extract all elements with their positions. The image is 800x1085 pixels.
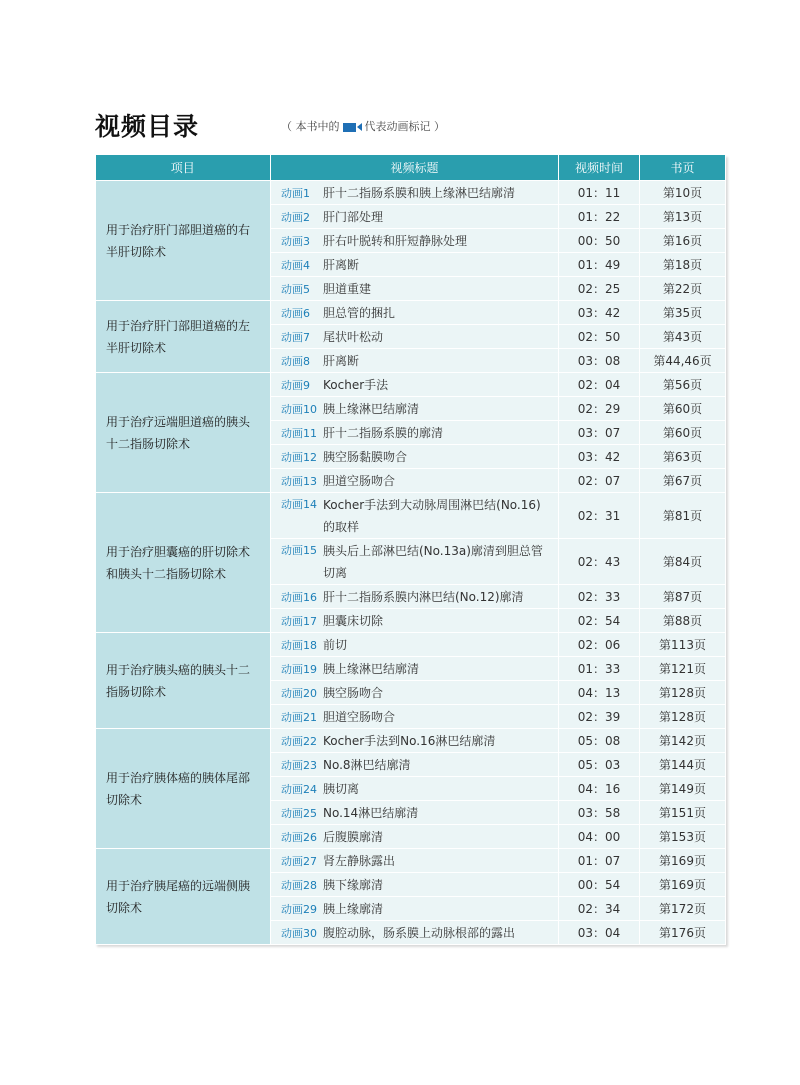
legend-suffix: 代表动画标记 ） bbox=[364, 120, 446, 133]
video-time: 02：07 bbox=[559, 469, 640, 493]
book-page: 第18页 bbox=[640, 253, 726, 277]
video-title-cell bbox=[271, 181, 559, 205]
header-item: 项目 bbox=[96, 155, 271, 181]
video-time: 04：13 bbox=[559, 681, 640, 705]
book-page: 第60页 bbox=[640, 397, 726, 421]
video-title-cell bbox=[271, 349, 559, 373]
video-title: No.14淋巴结廓清 bbox=[323, 806, 419, 820]
video-title: 肝离断 bbox=[323, 258, 360, 272]
animation-label[interactable]: 动画16 bbox=[281, 591, 317, 604]
animation-label[interactable]: 动画5 bbox=[281, 283, 310, 296]
book-page: 第149页 bbox=[640, 777, 726, 801]
table-row[interactable] bbox=[96, 849, 726, 873]
video-title-cell bbox=[271, 705, 559, 729]
video-title-cell bbox=[271, 753, 559, 777]
video-title: 前切 bbox=[323, 638, 348, 652]
book-page: 第113页 bbox=[640, 633, 726, 657]
video-title-cell bbox=[271, 681, 559, 705]
section-label: 用于治疗肝门部胆道癌的左半肝切除术 bbox=[96, 301, 271, 373]
video-title: 肝门部处理 bbox=[323, 210, 384, 224]
video-time: 01：49 bbox=[559, 253, 640, 277]
video-title-cell bbox=[271, 585, 559, 609]
book-page: 第44,46页 bbox=[640, 349, 726, 373]
header-page: 书页 bbox=[640, 155, 726, 181]
animation-label[interactable]: 动画9 bbox=[281, 379, 310, 392]
table-row[interactable] bbox=[96, 181, 726, 205]
video-title-cell bbox=[271, 825, 559, 849]
video-time: 00：50 bbox=[559, 229, 640, 253]
video-time: 02：39 bbox=[559, 705, 640, 729]
legend-note bbox=[281, 112, 445, 142]
table-row[interactable] bbox=[96, 729, 726, 753]
video-title-cell bbox=[271, 253, 559, 277]
animation-label[interactable]: 动画13 bbox=[281, 475, 317, 488]
book-page: 第16页 bbox=[640, 229, 726, 253]
video-title: 胆道空肠吻合 bbox=[323, 710, 396, 724]
animation-label[interactable]: 动画24 bbox=[281, 783, 317, 796]
section-label: 用于治疗胰尾癌的远端侧胰切除术 bbox=[96, 849, 271, 945]
video-title: 肾左静脉露出 bbox=[323, 854, 396, 868]
page-title: 视频目录 bbox=[95, 112, 200, 141]
video-title-cell bbox=[271, 609, 559, 633]
book-page: 第169页 bbox=[640, 849, 726, 873]
animation-label[interactable]: 动画8 bbox=[281, 355, 310, 368]
book-page: 第142页 bbox=[640, 729, 726, 753]
video-time: 04：00 bbox=[559, 825, 640, 849]
animation-label[interactable]: 动画23 bbox=[281, 759, 317, 772]
animation-label[interactable]: 动画6 bbox=[281, 307, 310, 320]
video-time: 01：22 bbox=[559, 205, 640, 229]
video-time: 03：04 bbox=[559, 921, 640, 945]
book-page: 第63页 bbox=[640, 445, 726, 469]
book-page: 第176页 bbox=[640, 921, 726, 945]
book-page: 第169页 bbox=[640, 873, 726, 897]
section-label: 用于治疗肝门部胆道癌的右半肝切除术 bbox=[96, 181, 271, 301]
section-label: 用于治疗胆囊癌的肝切除术和胰头十二指肠切除术 bbox=[96, 493, 271, 633]
video-title-cell bbox=[271, 469, 559, 493]
video-title: 尾状叶松动 bbox=[323, 330, 384, 344]
video-title: 肝十二指肠系膜内淋巴结(No.12)廓清 bbox=[323, 590, 524, 604]
book-page: 第153页 bbox=[640, 825, 726, 849]
book-page: 第87页 bbox=[640, 585, 726, 609]
animation-label[interactable]: 动画25 bbox=[281, 807, 317, 820]
video-time: 02：43 bbox=[559, 539, 640, 585]
video-time: 02：29 bbox=[559, 397, 640, 421]
section-label: 用于治疗胰体癌的胰体尾部切除术 bbox=[96, 729, 271, 849]
video-time: 03：58 bbox=[559, 801, 640, 825]
video-title: 胰头后上部淋巴结(No.13a)廓清到胆总管切离 bbox=[323, 543, 543, 580]
video-time: 03：42 bbox=[559, 445, 640, 469]
animation-label[interactable]: 动画3 bbox=[281, 235, 310, 248]
animation-label[interactable]: 动画18 bbox=[281, 639, 317, 652]
video-time: 01：11 bbox=[559, 181, 640, 205]
video-title-cell bbox=[271, 849, 559, 873]
animation-label[interactable]: 动画30 bbox=[281, 927, 317, 940]
book-page: 第60页 bbox=[640, 421, 726, 445]
video-title-cell bbox=[271, 205, 559, 229]
book-page: 第13页 bbox=[640, 205, 726, 229]
video-title-cell bbox=[271, 493, 559, 539]
video-time: 02：33 bbox=[559, 585, 640, 609]
book-page: 第172页 bbox=[640, 897, 726, 921]
video-title-cell bbox=[271, 277, 559, 301]
video-title-cell bbox=[271, 325, 559, 349]
video-time: 02：04 bbox=[559, 373, 640, 397]
animation-label[interactable]: 动画22 bbox=[281, 735, 317, 748]
section-label: 用于治疗胰头癌的胰头十二指肠切除术 bbox=[96, 633, 271, 729]
book-page: 第81页 bbox=[640, 493, 726, 539]
video-time: 02：54 bbox=[559, 609, 640, 633]
book-page: 第22页 bbox=[640, 277, 726, 301]
video-time: 03：08 bbox=[559, 349, 640, 373]
video-title: 胰切离 bbox=[323, 782, 360, 796]
video-title: 胆囊床切除 bbox=[323, 614, 384, 628]
video-title: 后腹膜廓清 bbox=[323, 830, 384, 844]
book-page: 第88页 bbox=[640, 609, 726, 633]
video-title-cell bbox=[271, 873, 559, 897]
video-time: 05：03 bbox=[559, 753, 640, 777]
video-title-cell bbox=[271, 445, 559, 469]
book-page: 第43页 bbox=[640, 325, 726, 349]
video-title: 肝右叶脱转和肝短静脉处理 bbox=[323, 234, 468, 248]
video-time: 04：16 bbox=[559, 777, 640, 801]
video-title: No.8淋巴结廓清 bbox=[323, 758, 411, 772]
video-time: 02：06 bbox=[559, 633, 640, 657]
video-title: Kocher手法到No.16淋巴结廓清 bbox=[323, 734, 496, 748]
table-row[interactable] bbox=[96, 633, 726, 657]
book-page: 第56页 bbox=[640, 373, 726, 397]
video-time: 02：34 bbox=[559, 897, 640, 921]
legend-prefix: （ 本书中的 bbox=[281, 120, 340, 133]
table-row[interactable] bbox=[96, 493, 726, 539]
animation-label[interactable]: 动画14 bbox=[281, 497, 317, 511]
video-title: 胰上缘廓清 bbox=[323, 902, 384, 916]
book-page: 第35页 bbox=[640, 301, 726, 325]
video-time: 02：50 bbox=[559, 325, 640, 349]
video-time: 01：07 bbox=[559, 849, 640, 873]
animation-label[interactable]: 动画10 bbox=[281, 403, 317, 416]
video-title-cell bbox=[271, 777, 559, 801]
animation-label[interactable]: 动画19 bbox=[281, 663, 317, 676]
animation-label[interactable]: 动画2 bbox=[281, 211, 310, 224]
video-title: 胆总管的捆扎 bbox=[323, 306, 396, 320]
video-title-cell bbox=[271, 539, 559, 585]
animation-label[interactable]: 动画12 bbox=[281, 451, 317, 464]
video-title: 腹腔动脉，肠系膜上动脉根部的露出 bbox=[323, 926, 516, 940]
video-title-cell bbox=[271, 229, 559, 253]
animation-label[interactable]: 动画26 bbox=[281, 831, 317, 844]
video-title: 肝十二指肠系膜和胰上缘淋巴结廓清 bbox=[323, 186, 516, 200]
video-time: 01：33 bbox=[559, 657, 640, 681]
video-time: 02：31 bbox=[559, 493, 640, 539]
video-camera-icon bbox=[343, 123, 362, 132]
video-title-cell bbox=[271, 421, 559, 445]
video-time: 03：42 bbox=[559, 301, 640, 325]
video-title: 胆道空肠吻合 bbox=[323, 474, 396, 488]
animation-label[interactable]: 动画21 bbox=[281, 711, 317, 724]
animation-label[interactable]: 动画7 bbox=[281, 331, 310, 344]
video-title: 胆道重建 bbox=[323, 282, 372, 296]
video-time: 00：54 bbox=[559, 873, 640, 897]
video-title-cell bbox=[271, 897, 559, 921]
video-title: 肝离断 bbox=[323, 354, 360, 368]
book-page: 第128页 bbox=[640, 681, 726, 705]
table-body bbox=[96, 181, 726, 945]
book-page: 第144页 bbox=[640, 753, 726, 777]
animation-label[interactable]: 动画29 bbox=[281, 903, 317, 916]
book-page: 第151页 bbox=[640, 801, 726, 825]
header-time: 视频时间 bbox=[559, 155, 640, 181]
animation-label[interactable]: 动画20 bbox=[281, 687, 317, 700]
video-title: 胰空肠吻合 bbox=[323, 686, 384, 700]
animation-label[interactable]: 动画15 bbox=[281, 543, 317, 557]
table-row[interactable] bbox=[96, 373, 726, 397]
animation-label[interactable]: 动画28 bbox=[281, 879, 317, 892]
book-page: 第121页 bbox=[640, 657, 726, 681]
book-page: 第67页 bbox=[640, 469, 726, 493]
video-time: 05：08 bbox=[559, 729, 640, 753]
video-title-cell bbox=[271, 921, 559, 945]
video-title: 胰空肠黏膜吻合 bbox=[323, 450, 408, 464]
video-time: 03：07 bbox=[559, 421, 640, 445]
video-time: 02：25 bbox=[559, 277, 640, 301]
video-title-cell bbox=[271, 397, 559, 421]
animation-label[interactable]: 动画27 bbox=[281, 855, 317, 868]
header-video-title: 视频标题 bbox=[271, 155, 559, 181]
book-page: 第10页 bbox=[640, 181, 726, 205]
animation-label[interactable]: 动画17 bbox=[281, 615, 317, 628]
book-page: 第84页 bbox=[640, 539, 726, 585]
video-title: 胰上缘淋巴结廓清 bbox=[323, 662, 420, 676]
section-label: 用于治疗远端胆道癌的胰头十二指肠切除术 bbox=[96, 373, 271, 493]
video-title: Kocher手法 bbox=[323, 378, 389, 392]
video-title-cell bbox=[271, 633, 559, 657]
video-table bbox=[95, 155, 726, 945]
video-title-cell bbox=[271, 801, 559, 825]
video-title-cell bbox=[271, 301, 559, 325]
video-title: 肝十二指肠系膜的廓清 bbox=[323, 426, 444, 440]
video-title: 胰下缘廓清 bbox=[323, 878, 384, 892]
video-title-cell bbox=[271, 729, 559, 753]
video-title: Kocher手法到大动脉周围淋巴结(No.16)的取样 bbox=[323, 497, 541, 534]
header bbox=[95, 106, 445, 142]
video-title-cell bbox=[271, 373, 559, 397]
animation-label[interactable]: 动画11 bbox=[281, 427, 317, 440]
video-title-cell bbox=[271, 657, 559, 681]
table-row[interactable] bbox=[96, 301, 726, 325]
animation-label[interactable]: 动画1 bbox=[281, 187, 310, 200]
animation-label[interactable]: 动画4 bbox=[281, 259, 310, 272]
table-header-row bbox=[96, 155, 726, 181]
video-title: 胰上缘淋巴结廓清 bbox=[323, 402, 420, 416]
book-page: 第128页 bbox=[640, 705, 726, 729]
